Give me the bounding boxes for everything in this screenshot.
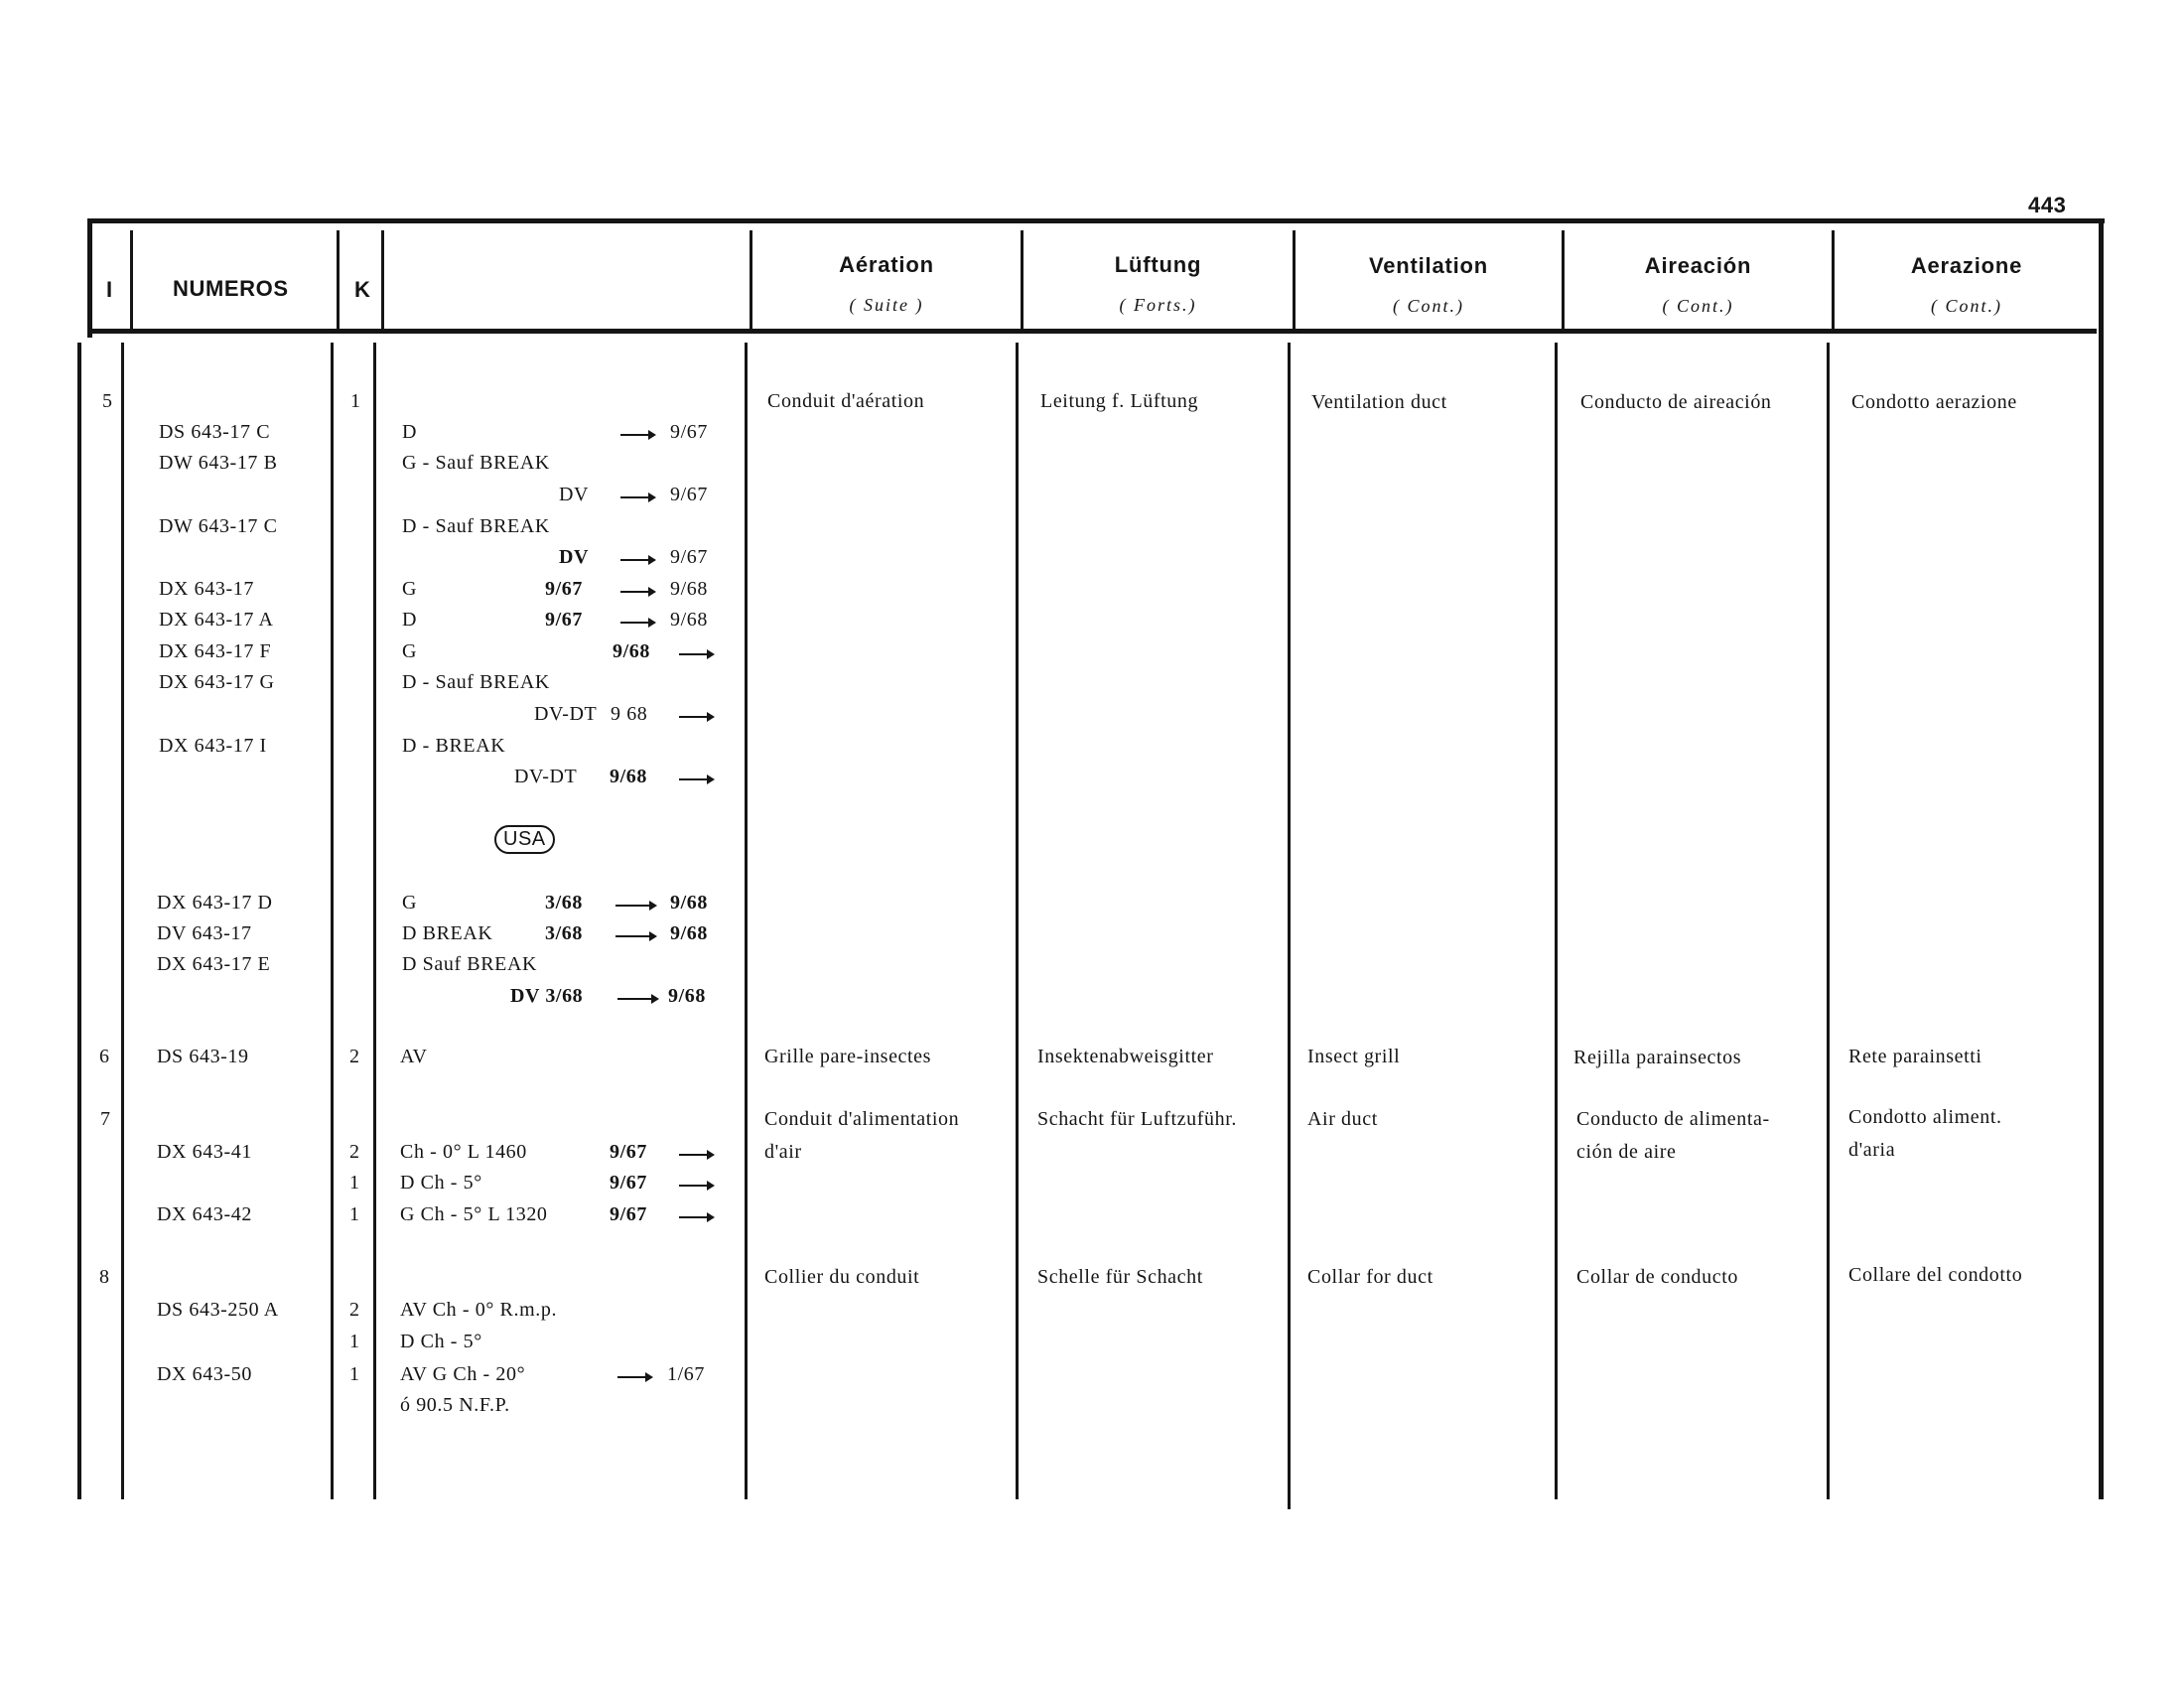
desc-text: AV G Ch - 20° [400, 1363, 526, 1385]
header-en-sub: ( Cont.) [1393, 296, 1464, 316]
divider-es-it-head [1832, 230, 1835, 334]
part-number: DS 643-250 A [157, 1299, 279, 1321]
desc-date: 3/68 [545, 922, 583, 944]
header-es-title: Aireación [1644, 253, 1752, 278]
name-it: Condotto aliment. [1848, 1106, 2002, 1128]
divider-k-desc [373, 343, 376, 1499]
desc-text: D Ch - 5° [400, 1172, 482, 1194]
desc-text: D - Sauf BREAK [402, 671, 550, 693]
arrow-icon [617, 1376, 651, 1378]
desc-date: 9/67 [545, 609, 583, 631]
desc-date: 3/68 [545, 892, 583, 914]
desc-text: AV Ch - 0° R.m.p. [400, 1299, 558, 1321]
desc-date: 9/67 [610, 1141, 647, 1163]
desc-text: G - Sauf BREAK [402, 452, 550, 474]
part-number: DX 643-41 [157, 1141, 252, 1163]
desc-text: DV [559, 546, 590, 568]
arrow-icon [679, 1154, 713, 1156]
desc-text: ó 90.5 N.F.P. [400, 1394, 510, 1416]
header-fr-sub: ( Suite ) [849, 295, 924, 315]
arrow-icon [620, 434, 654, 436]
name-fr: Conduit d'aération [767, 390, 925, 412]
quantity: 2 [349, 1141, 360, 1163]
name-fr: Grille pare-insectes [764, 1046, 932, 1067]
arrow-icon [679, 1216, 713, 1218]
name-it: d'aria [1848, 1139, 1896, 1161]
desc-text: DV 3/68 [510, 985, 584, 1007]
name-es: Collar de conducto [1576, 1266, 1738, 1288]
divider-desc-fr-head [750, 230, 752, 334]
part-number: DS 643-19 [157, 1046, 249, 1067]
name-fr: Collier du conduit [764, 1266, 920, 1288]
header-de-sub: ( Forts.) [1119, 295, 1197, 315]
quantity: 1 [350, 390, 361, 412]
header-it-title: Aerazione [1910, 253, 2023, 278]
name-de: Schacht für Luftzuführ. [1037, 1108, 1237, 1130]
divider-fr-de [1016, 343, 1019, 1499]
right-border [2099, 218, 2104, 1499]
header-it-sub: ( Cont.) [1931, 296, 2002, 316]
desc-date: 9/67 [670, 484, 708, 505]
divider-k-desc-head [381, 230, 384, 334]
header-bottom-rule [91, 329, 2097, 334]
quantity: 1 [349, 1203, 360, 1225]
desc-date: 9/68 [668, 985, 706, 1007]
desc-date: 9/68 [610, 766, 647, 787]
divider-en-es-head [1562, 230, 1565, 334]
left-border [77, 343, 81, 1499]
divider-numeros-k-head [337, 230, 340, 334]
desc-text: DV-DT [514, 766, 578, 787]
desc-date: 9/68 [613, 640, 650, 662]
name-es: ción de aire [1576, 1141, 1677, 1163]
item-index: 5 [102, 390, 113, 412]
desc-text: D BREAK [402, 922, 493, 944]
part-number: DX 643-17 E [157, 953, 271, 975]
header-col-k: K [354, 277, 371, 302]
divider-de-en [1288, 343, 1291, 1509]
name-en: Air duct [1307, 1108, 1378, 1130]
item-index: 7 [100, 1108, 111, 1130]
desc-text: D Ch - 5° [400, 1331, 482, 1352]
desc-date: 9/68 [670, 922, 708, 944]
page-number: 443 [2028, 193, 2067, 217]
name-fr: Conduit d'alimentation [764, 1108, 960, 1130]
arrow-icon [620, 559, 654, 561]
name-de: Schelle für Schacht [1037, 1266, 1203, 1288]
divider-desc-fr [745, 343, 748, 1499]
name-de: Leitung f. Lüftung [1040, 390, 1199, 412]
header-fr-title: Aération [839, 252, 934, 277]
desc-date: 9/67 [670, 421, 708, 443]
desc-text: D Sauf BREAK [402, 953, 538, 975]
left-border-header [87, 218, 92, 338]
part-number: DW 643-17 B [159, 452, 278, 474]
arrow-icon [617, 998, 657, 1000]
table-top-rule [87, 218, 2105, 223]
header-de-title: Lüftung [1114, 252, 1202, 277]
name-it: Rete parainsetti [1848, 1046, 1982, 1067]
quantity: 2 [349, 1299, 360, 1321]
part-number: DW 643-17 C [159, 515, 278, 537]
item-index: 6 [99, 1046, 110, 1067]
name-en: Insect grill [1307, 1046, 1401, 1067]
divider-i-numeros [121, 343, 124, 1499]
part-number: DX 643-17 A [159, 609, 274, 631]
usa-badge: USA [494, 825, 555, 854]
part-number: DX 643-42 [157, 1203, 252, 1225]
part-number: DX 643-17 [159, 578, 254, 600]
item-index: 8 [99, 1266, 110, 1288]
desc-text: Ch - 0° L 1460 [400, 1141, 527, 1163]
divider-de-en-head [1293, 230, 1296, 334]
arrow-icon [620, 591, 654, 593]
desc-text: D - BREAK [402, 735, 506, 757]
arrow-icon [679, 716, 713, 718]
header-es-sub: ( Cont.) [1662, 296, 1734, 316]
header-col-i: I [106, 277, 113, 302]
part-number: DX 643-50 [157, 1363, 252, 1385]
desc-text: G Ch - 5° L 1320 [400, 1203, 548, 1225]
quantity: 1 [349, 1363, 360, 1385]
arrow-icon [615, 905, 655, 907]
desc-text: AV [400, 1046, 428, 1067]
desc-date: 9/67 [610, 1172, 647, 1194]
arrow-icon [620, 622, 654, 624]
desc-date: 9 68 [611, 703, 648, 725]
part-number: DX 643-17 F [159, 640, 272, 662]
arrow-icon [615, 935, 655, 937]
desc-date: 9/68 [670, 578, 708, 600]
desc-date: 1/67 [667, 1363, 705, 1385]
part-number: DV 643-17 [157, 922, 252, 944]
quantity: 2 [349, 1046, 360, 1067]
header-col-numeros: NUMEROS [173, 276, 289, 301]
desc-text: D [402, 421, 418, 443]
desc-date: 9/67 [545, 578, 583, 600]
name-es: Rejilla parainsectos [1573, 1047, 1742, 1068]
name-it: Collare del condotto [1848, 1264, 2023, 1286]
name-en: Ventilation duct [1311, 391, 1447, 413]
desc-text: G [402, 892, 418, 914]
arrow-icon [679, 1185, 713, 1187]
desc-text: G [402, 640, 418, 662]
arrow-icon [679, 778, 713, 780]
name-it: Condotto aerazione [1851, 391, 2017, 413]
divider-fr-de-head [1021, 230, 1024, 334]
desc-text: D - Sauf BREAK [402, 515, 550, 537]
quantity: 1 [349, 1172, 360, 1194]
desc-text: DV-DT [534, 703, 598, 725]
header-en-title: Ventilation [1368, 253, 1489, 278]
name-es: Conducto de alimenta- [1576, 1108, 1770, 1130]
part-number: DX 643-17 G [159, 671, 275, 693]
desc-text: G [402, 578, 418, 600]
divider-es-it [1827, 343, 1830, 1499]
desc-date: 9/68 [670, 892, 708, 914]
name-en: Collar for duct [1307, 1266, 1433, 1288]
divider-i-numeros-head [130, 230, 133, 334]
quantity: 1 [349, 1331, 360, 1352]
name-fr: d'air [764, 1141, 802, 1163]
desc-date: 9/67 [670, 546, 708, 568]
desc-date: 9/68 [670, 609, 708, 631]
name-es: Conducto de aireación [1580, 391, 1772, 413]
arrow-icon [679, 653, 713, 655]
arrow-icon [620, 496, 654, 498]
part-number: DX 643-17 D [157, 892, 273, 914]
divider-numeros-k [331, 343, 334, 1499]
desc-text: D [402, 609, 418, 631]
part-number: DS 643-17 C [159, 421, 271, 443]
part-number: DX 643-17 I [159, 735, 267, 757]
desc-date: 9/67 [610, 1203, 647, 1225]
divider-en-es [1555, 343, 1558, 1499]
desc-text: DV [559, 484, 590, 505]
name-de: Insektenabweisgitter [1037, 1046, 1214, 1067]
